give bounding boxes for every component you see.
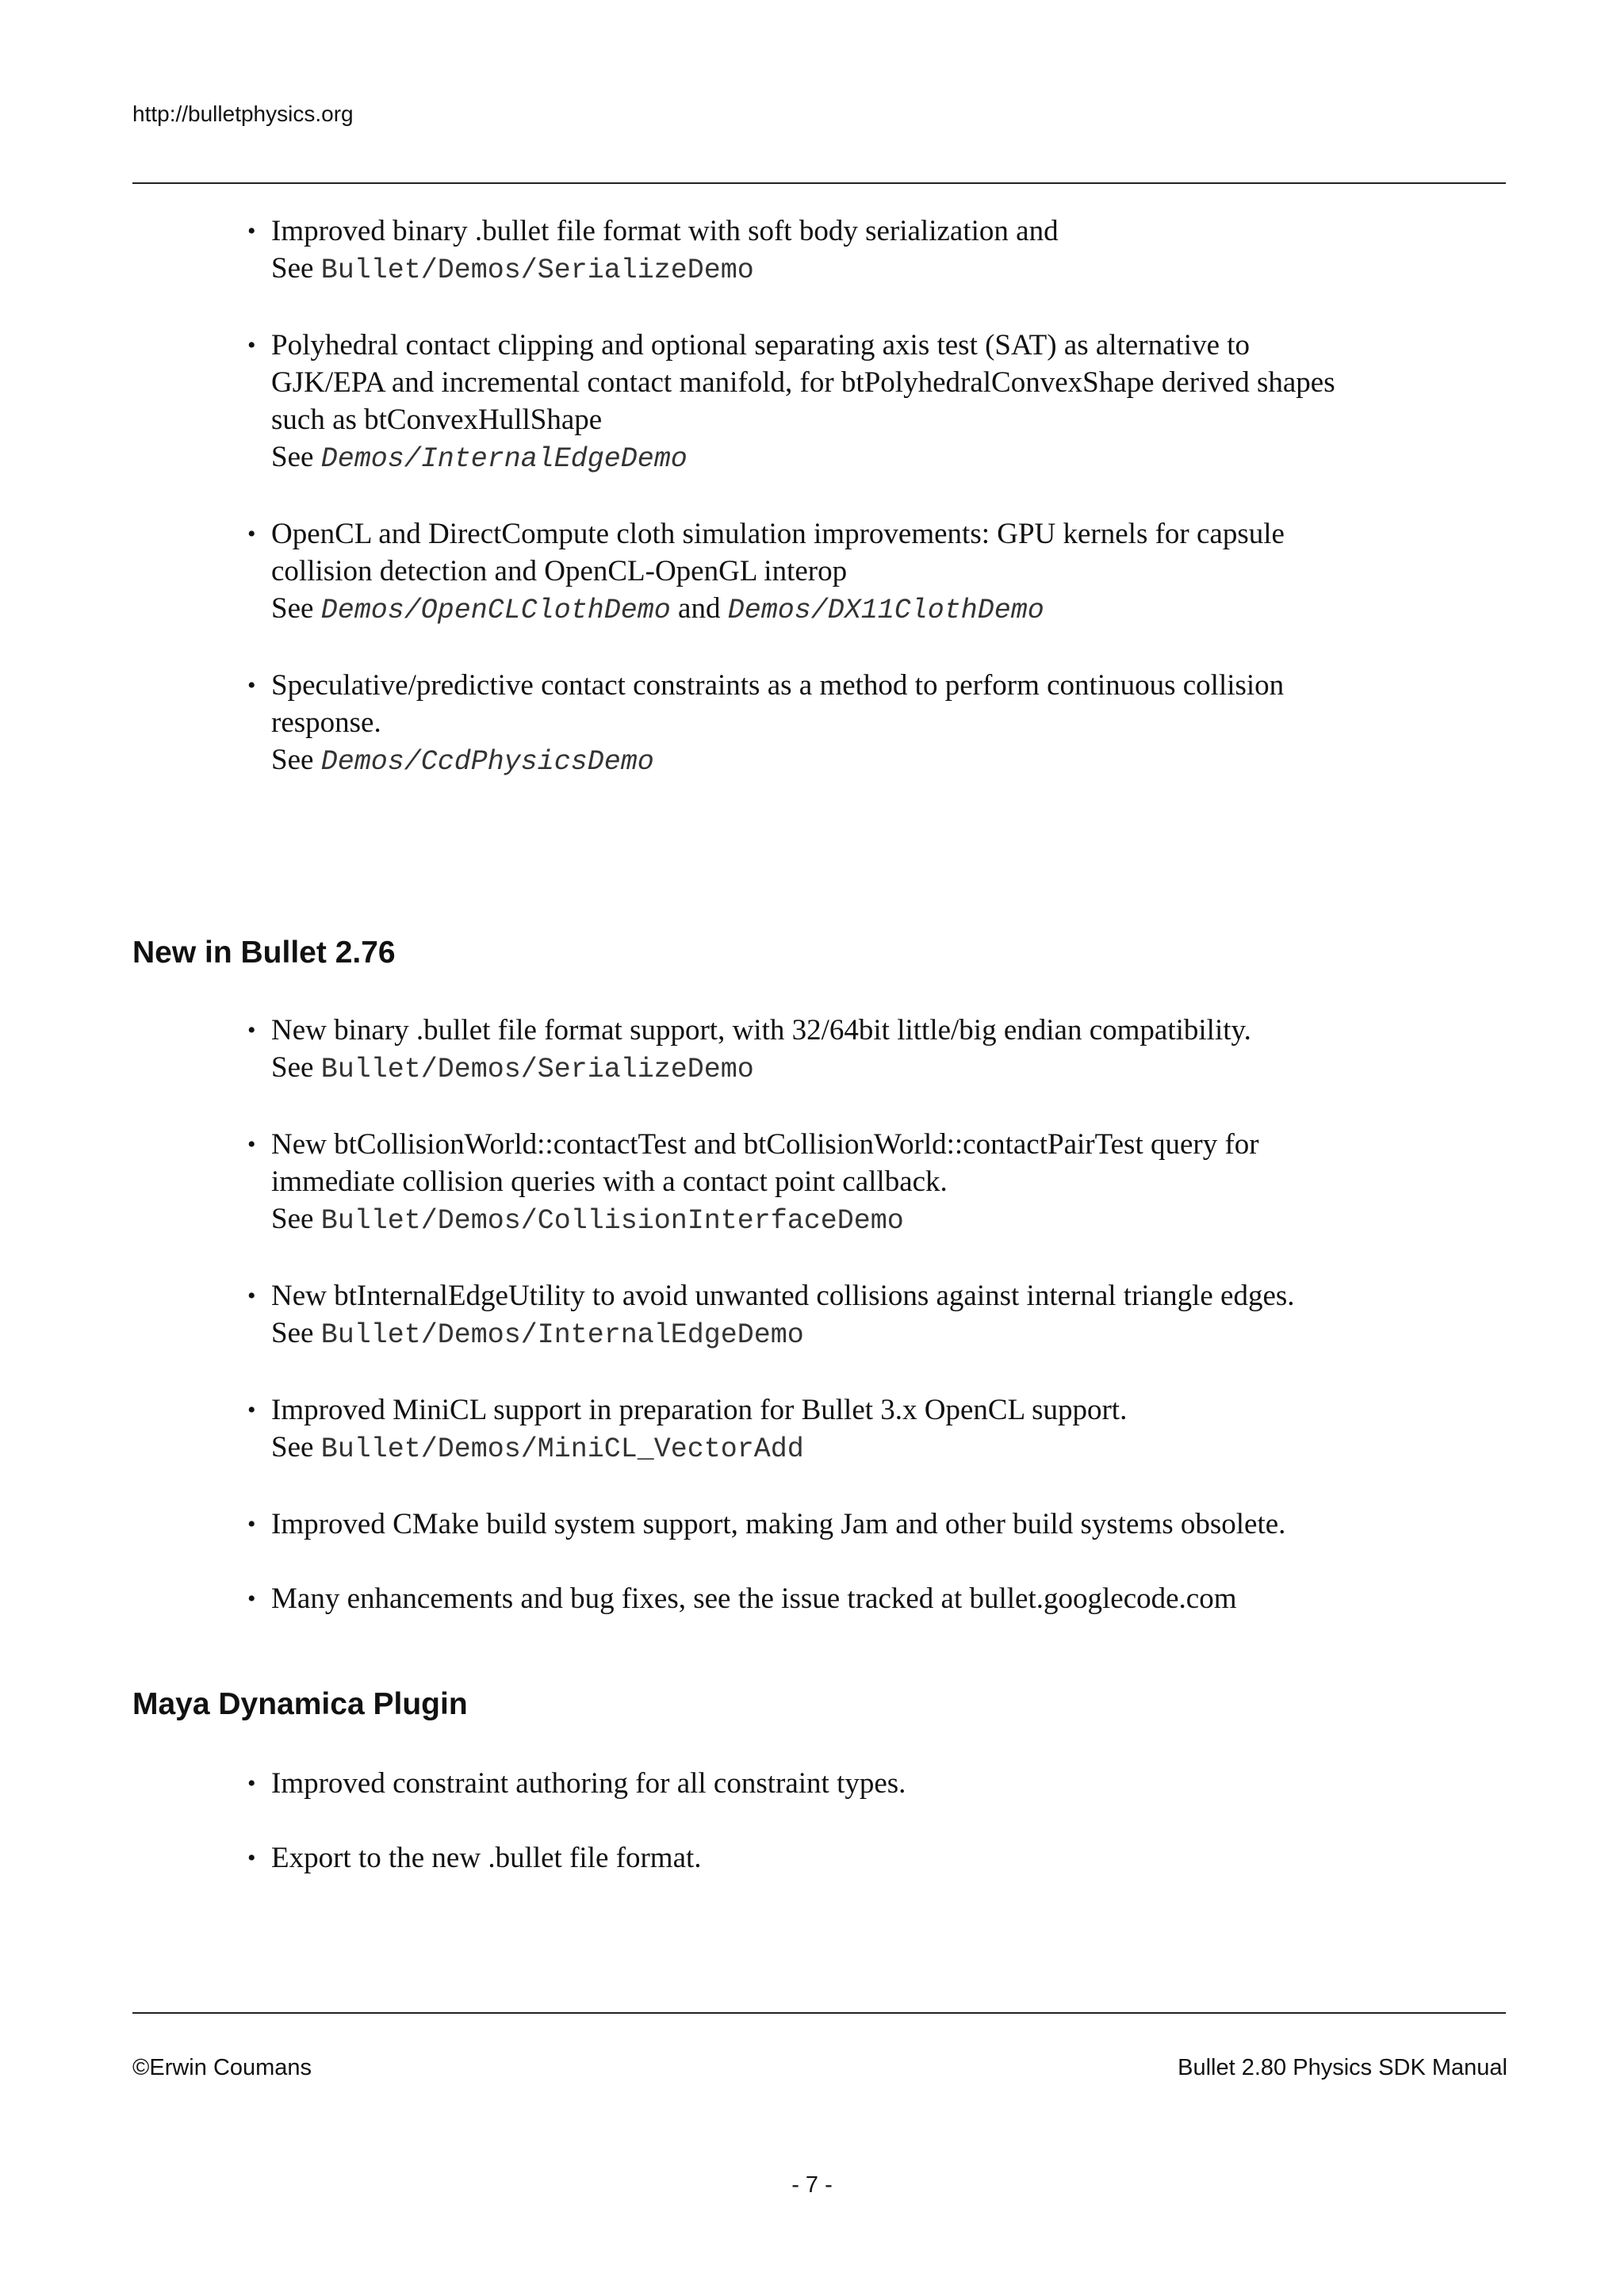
footer-rule [132, 2012, 1506, 2014]
item-see-line [271, 1049, 1515, 1089]
item-text: immediate collision queries with a contact point callback. [271, 1165, 948, 1198]
list-item [246, 1839, 1515, 1877]
item-see-line [271, 1314, 1515, 1354]
item-see-line [271, 1429, 1515, 1468]
code-path: Bullet/Demos/CollisionInterfaceDemo [320, 1205, 904, 1237]
list-item [246, 212, 1515, 289]
code-path: Bullet/Demos/SerializeDemo [320, 254, 754, 286]
item-see-line [271, 250, 1515, 289]
item-text: • Improved constraint authoring for all constraint types. [271, 1767, 906, 1800]
item-see-line [271, 1200, 1515, 1240]
see-label: See [271, 1051, 314, 1084]
code-path: Demos/DX11ClothDemo [727, 595, 1044, 626]
item-text: GJK/EPA and incremental contact manifold, for btPolyhedralConvexShape derived shapes [271, 366, 1335, 399]
item-see-line [271, 741, 1515, 781]
see-label: See [271, 744, 314, 776]
item-text: • Improved CMake build system support, making Jam and other build systems obsolete. [271, 1508, 1286, 1540]
list-item [246, 327, 1515, 478]
item-see-line [271, 590, 1515, 629]
code-path: Bullet/Demos/SerializeDemo [320, 1054, 754, 1085]
code-path: Demos/CcdPhysicsDemo [320, 746, 654, 778]
item-text: • Many enhancements and bug fixes, see the issue tracked at bullet.googlecode.com [271, 1582, 1237, 1615]
section-heading: New in Bullet 2.76 [132, 936, 396, 970]
feature-list-maya [246, 1765, 1515, 1877]
page-number: - 7 - [791, 2172, 833, 2198]
item-text: • Export to the new .bullet file format. [271, 1842, 702, 1874]
code-path: Demos/OpenCLClothDemo [320, 595, 671, 626]
footer-manual-title: Bullet 2.80 Physics SDK Manual [1178, 2055, 1507, 2080]
see-label: See [271, 441, 314, 473]
see-label: See [271, 592, 314, 625]
item-text: • Speculative/predictive contact constraints as a method to perform continuous collision [271, 669, 1285, 702]
list-item [246, 1126, 1515, 1240]
item-text: • New btInternalEdgeUtility to avoid unwanted collisions against internal triangle edges. [271, 1280, 1295, 1312]
feature-list-2-80 [246, 212, 1515, 781]
see-label: See [271, 1317, 314, 1349]
header-url: http://bulletphysics.org [132, 101, 354, 126]
item-text: • New btCollisionWorld::contactTest and btCollisionWorld::contactPairTest query for [271, 1128, 1259, 1161]
list-item [246, 515, 1515, 629]
code-path: Bullet/Demos/InternalEdgeDemo [320, 1319, 804, 1351]
see-label: See [271, 1203, 314, 1235]
list-item [246, 667, 1515, 781]
item-text: such as btConvexHullShape [271, 404, 603, 436]
item-see-line [271, 438, 1515, 478]
list-item [246, 1580, 1515, 1617]
section-heading: Maya Dynamica Plugin [132, 1687, 468, 1721]
feature-list-2-76 [246, 1012, 1515, 1617]
code-path: Bullet/Demos/MiniCL_VectorAdd [320, 1433, 804, 1465]
item-text: • Polyhedral contact clipping and optional separating axis test (SAT) as alternative to [271, 329, 1251, 362]
list-item [246, 1765, 1515, 1802]
item-text: response. [271, 706, 381, 739]
see-label: See [271, 1431, 314, 1464]
item-text: • Improved binary .bullet file format with soft body serialization and [271, 215, 1059, 247]
item-text: • Improved MiniCL support in preparation for Bullet 3.x OpenCL support. [271, 1394, 1128, 1426]
code-path: Demos/InternalEdgeDemo [320, 443, 688, 475]
see-label: See [271, 252, 314, 285]
list-item [246, 1012, 1515, 1089]
and-label: and [678, 592, 721, 625]
item-text: • OpenCL and DirectCompute cloth simulation improvements: GPU kernels for capsule [271, 518, 1285, 550]
footer-copyright: ©Erwin Coumans [132, 2055, 312, 2080]
item-text: collision detection and OpenCL-OpenGL interop [271, 555, 848, 587]
list-item [246, 1506, 1515, 1543]
list-item [246, 1391, 1515, 1468]
header-rule [132, 182, 1506, 184]
item-text: • New binary .bullet file format support, with 32/64bit little/big endian compatibility. [271, 1014, 1251, 1047]
list-item [246, 1277, 1515, 1354]
